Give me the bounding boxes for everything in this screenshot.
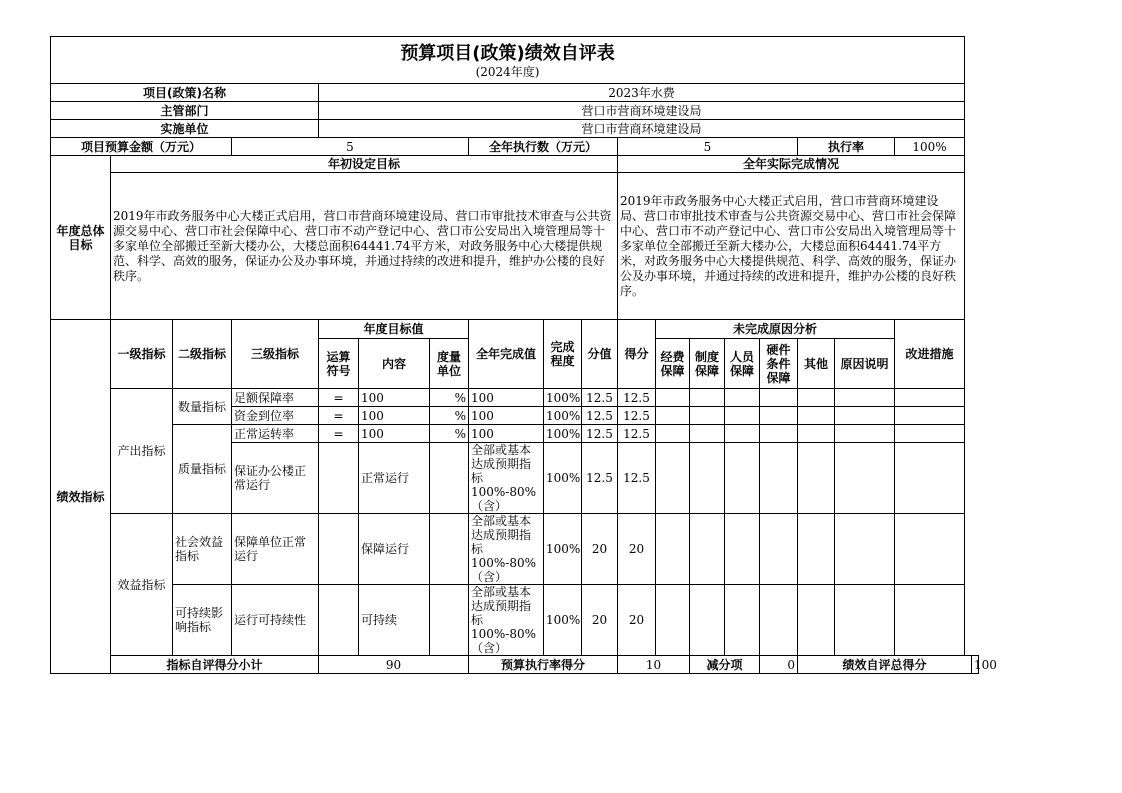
evaluation-table xyxy=(50,36,997,674)
budget-label: 项目预算金额（万元） xyxy=(51,138,232,156)
perf-indicator-label: 绩效指标 xyxy=(51,320,111,674)
indicator-op: = xyxy=(319,407,359,425)
indicator-content: 100 xyxy=(359,389,430,407)
indicator-weight: 12.5 xyxy=(582,443,618,514)
indicator-actual: 100 xyxy=(469,407,544,425)
indicator-weight: 20 xyxy=(582,514,618,585)
l2-social: 社会效益指标 xyxy=(173,514,232,585)
indicator-weight: 12.5 xyxy=(582,389,618,407)
indicator-score: 12.5 xyxy=(618,425,656,443)
indicator-op xyxy=(319,443,359,514)
deduct-value: 0 xyxy=(760,656,798,674)
indicator-completion: 100% xyxy=(544,389,582,407)
subtotal-label: 指标自评得分小计 xyxy=(111,656,319,674)
indicator-content: 100 xyxy=(359,407,430,425)
header-unit: 度量单位 xyxy=(430,339,469,389)
actual-goal-text: 2019年市政务服务中心大楼正式启用，营口市营商环境建设局、营口市审批技术审查与公共资源交易中心、营口市社会保障中心、营口市不动产登记中心、营口市公安局出入境管理局等十多家单位全部搬迁至新大楼办公，大楼总面积64441.74平方米，对政务服务中心大楼提供规范、科学、高效的服务，保证办公及办事环境，并通过持续的改进和提升，维护办公楼的良好秩序。 xyxy=(618,173,965,320)
total-value: 100 xyxy=(972,656,979,674)
budget-value: 5 xyxy=(232,138,469,156)
indicator-score: 20 xyxy=(618,585,656,656)
unit-value: 营口市营商环境建设局 xyxy=(319,120,965,138)
indicator-op xyxy=(319,585,359,656)
rate-value: 100% xyxy=(895,138,965,156)
dept-value: 营口市营商环境建设局 xyxy=(319,102,965,120)
indicator-content: 可持续 xyxy=(359,585,430,656)
indicator-unit xyxy=(430,514,469,585)
budget-score-value: 10 xyxy=(618,656,690,674)
header-r-hardware: 硬件条件保障 xyxy=(760,339,798,389)
indicator-completion: 100% xyxy=(544,443,582,514)
header-content: 内容 xyxy=(359,339,430,389)
indicator-completion: 100% xyxy=(544,585,582,656)
header-level3: 三级指标 xyxy=(232,320,319,389)
indicator-content: 保障运行 xyxy=(359,514,430,585)
page-subtitle: (2024年度) xyxy=(51,65,965,84)
indicator-name: 正常运转率 xyxy=(232,425,319,443)
indicator-unit xyxy=(430,585,469,656)
indicator-completion: 100% xyxy=(544,514,582,585)
executed-value: 5 xyxy=(618,138,798,156)
l2-quality: 质量指标 xyxy=(173,425,232,514)
executed-label: 全年执行数（万元） xyxy=(469,138,618,156)
indicator-op xyxy=(319,514,359,585)
header-completion: 完成程度 xyxy=(544,320,582,389)
l2-quantity: 数量指标 xyxy=(173,389,232,425)
indicator-content: 正常运行 xyxy=(359,443,430,514)
indicator-unit xyxy=(430,443,469,514)
header-level2: 二级指标 xyxy=(173,320,232,389)
header-annual-target: 年度目标值 xyxy=(319,320,469,339)
header-r-staff: 人员保障 xyxy=(725,339,760,389)
budget-score-label: 预算执行率得分 xyxy=(469,656,618,674)
header-score: 得分 xyxy=(618,320,656,389)
indicator-op: = xyxy=(319,389,359,407)
indicator-name: 足额保障率 xyxy=(232,389,319,407)
initial-goal-text: 2019年市政务服务中心大楼正式启用，营口市营商环境建设局、营口市审批技术审查与公共资源交易中心、营口市社会保障中心、营口市不动产登记中心、营口市公安局出入境管理局等十多家单位全部搬迁至新大楼办公，大楼总面积64441.74平方米，对政务服务中心大楼提供规范、科学、高效的服务，保证办公及办事环境，并通过持续的改进和提升，维护办公楼的良好秩序。 xyxy=(111,173,618,320)
indicator-weight: 20 xyxy=(582,585,618,656)
indicator-content: 100 xyxy=(359,425,430,443)
indicator-completion: 100% xyxy=(544,407,582,425)
indicator-weight: 12.5 xyxy=(582,407,618,425)
header-reasons: 未完成原因分析 xyxy=(656,320,895,339)
header-level1: 一级指标 xyxy=(111,320,173,389)
indicator-op: = xyxy=(319,425,359,443)
indicator-unit: % xyxy=(430,407,469,425)
header-actual: 全年完成值 xyxy=(469,320,544,389)
indicator-unit: % xyxy=(430,425,469,443)
total-label: 绩效自评总得分 xyxy=(798,656,972,674)
header-op: 运算符号 xyxy=(319,339,359,389)
evaluation-sheet xyxy=(50,36,997,674)
indicator-unit: % xyxy=(430,389,469,407)
page-title: 预算项目(政策)绩效自评表 xyxy=(51,37,965,66)
dept-label: 主管部门 xyxy=(51,102,319,120)
indicator-score: 12.5 xyxy=(618,389,656,407)
indicator-score: 20 xyxy=(618,514,656,585)
actual-goal-header: 全年实际完成情况 xyxy=(618,156,965,173)
header-improve: 改进措施 xyxy=(895,320,965,389)
indicator-actual: 100 xyxy=(469,425,544,443)
header-r-system: 制度保障 xyxy=(690,339,725,389)
l1-output: 产出指标 xyxy=(111,389,173,514)
indicator-actual: 全部或基本达成预期指标100%-80%（含） xyxy=(469,585,544,656)
initial-goal-header: 年初设定目标 xyxy=(111,156,618,173)
indicator-weight: 12.5 xyxy=(582,425,618,443)
project-name-label: 项目(政策)名称 xyxy=(51,84,319,102)
header-r-other: 其他 xyxy=(798,339,835,389)
annual-goal-label: 年度总体目标 xyxy=(51,156,111,320)
unit-label: 实施单位 xyxy=(51,120,319,138)
indicator-score: 12.5 xyxy=(618,407,656,425)
header-r-funding: 经费保障 xyxy=(656,339,690,389)
indicator-name: 保障单位正常运行 xyxy=(232,514,319,585)
indicator-name: 运行可持续性 xyxy=(232,585,319,656)
indicator-score: 12.5 xyxy=(618,443,656,514)
indicator-actual: 100 xyxy=(469,389,544,407)
indicator-name: 保证办公楼正常运行 xyxy=(232,443,319,514)
l2-sustain: 可持续影响指标 xyxy=(173,585,232,656)
header-weight: 分值 xyxy=(582,320,618,389)
project-name-value: 2023年水费 xyxy=(319,84,965,102)
l1-benefit: 效益指标 xyxy=(111,514,173,656)
rate-label: 执行率 xyxy=(798,138,895,156)
indicator-actual: 全部或基本达成预期指标100%-80%（含） xyxy=(469,443,544,514)
indicator-actual: 全部或基本达成预期指标100%-80%（含） xyxy=(469,514,544,585)
subtotal-value: 90 xyxy=(319,656,469,674)
indicator-name: 资金到位率 xyxy=(232,407,319,425)
indicator-completion: 100% xyxy=(544,425,582,443)
deduct-label: 减分项 xyxy=(690,656,760,674)
header-r-explain: 原因说明 xyxy=(835,339,895,389)
